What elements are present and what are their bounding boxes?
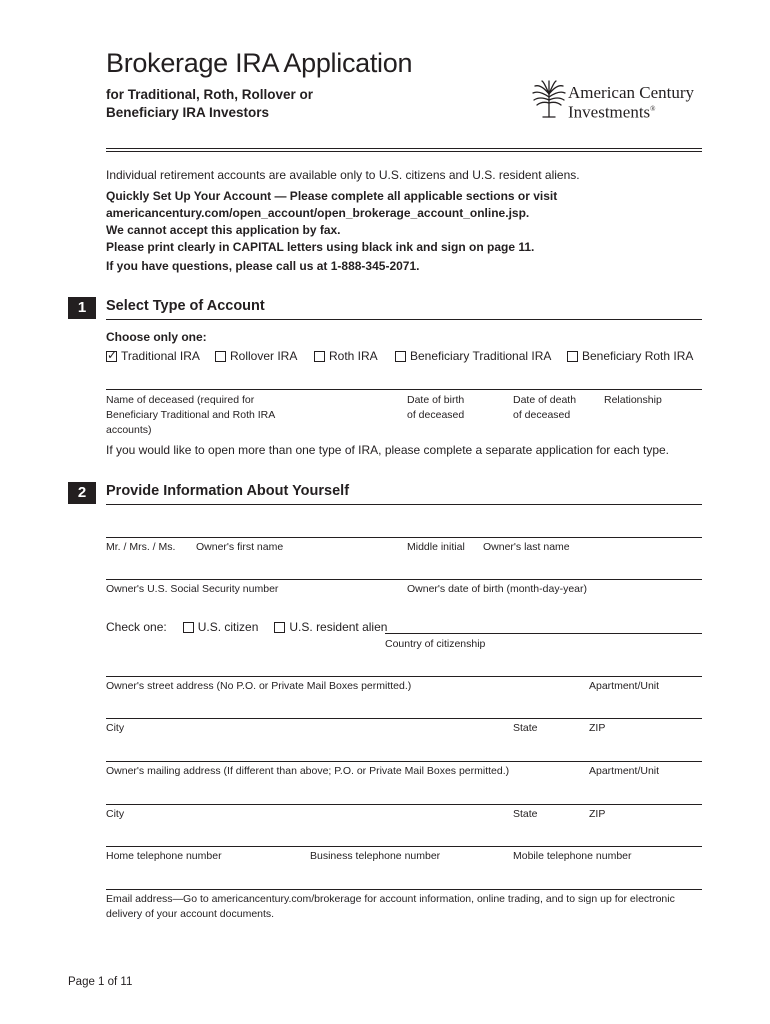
section-1-number: 1 (68, 297, 96, 319)
name-line[interactable] (106, 537, 702, 538)
email-label-l2: delivery of your account documents. (106, 908, 275, 920)
email-label (106, 892, 675, 922)
deceased-dob-label (407, 393, 464, 423)
section-1-title: Select Type of Account (106, 298, 265, 314)
beneficiary-roth-ira-label: Beneficiary Roth IRA (582, 349, 694, 363)
subtitle-line-1: for Traditional, Roth, Rollover or (106, 87, 314, 102)
header-divider (106, 148, 702, 152)
ssn-dob-line[interactable] (106, 579, 702, 580)
city-line-1[interactable] (106, 718, 702, 719)
beneficiary-traditional-ira-label: Beneficiary Traditional IRA (410, 349, 552, 363)
email-line[interactable] (106, 889, 702, 890)
deceased-info-line[interactable] (106, 389, 702, 390)
registered-mark: ® (650, 105, 656, 113)
option-beneficiary-traditional-ira[interactable] (395, 349, 551, 363)
company-logo (532, 80, 707, 120)
mailing-label: Owner's mailing address (If different than above; P.O. or Private Mail Boxes permitted.) (106, 765, 510, 777)
eligibility-text: Individual retirement accounts are available only to U.S. citizens and U.S. resident aliens. (106, 168, 580, 182)
apt-label-1: Apartment/Unit (589, 680, 660, 692)
check-one-label: Check one: (106, 620, 167, 634)
page-title: Brokerage IRA Application (106, 48, 413, 78)
deceased-dod-label-l2: of deceased (513, 409, 571, 421)
rollover-ira-checkbox[interactable] (215, 351, 226, 362)
phone-line[interactable] (106, 846, 702, 847)
salutation-label: Mr. / Mrs. / Ms. (106, 541, 176, 553)
resident-alien-label: U.S. resident alien (289, 620, 388, 634)
tree-logo-icon (532, 80, 566, 118)
country-line[interactable] (385, 633, 702, 634)
owner-dob-label: Owner's date of birth (month-day-year) (407, 583, 587, 595)
section-2-title: Provide Information About Yourself (106, 483, 350, 499)
business-phone-label: Business telephone number (310, 850, 441, 862)
deceased-name-label-l2: Beneficiary Traditional and Roth IRA (106, 409, 276, 421)
traditional-ira-label: Traditional IRA (121, 349, 200, 363)
roth-ira-label: Roth IRA (329, 349, 378, 363)
us-citizen-checkbox[interactable] (183, 622, 194, 633)
state-label-1: State (513, 722, 538, 734)
mobile-phone-label: Mobile telephone number (513, 850, 632, 862)
citizenship-row (106, 620, 387, 634)
city-label-1: City (106, 722, 125, 734)
mailing-line[interactable] (106, 761, 702, 762)
intro-line-3: We cannot accept this application by fax. (106, 223, 341, 237)
deceased-name-label (106, 393, 275, 438)
option-traditional-ira[interactable] (106, 349, 200, 363)
choose-one-label: Choose only one: (106, 330, 207, 344)
street-label: Owner's street address (No P.O. or Private Mail Boxes permitted.) (106, 680, 412, 692)
deceased-dob-label-l2: of deceased (407, 409, 465, 421)
deceased-name-label-l3: accounts) (106, 424, 152, 436)
country-label: Country of citizenship (385, 638, 486, 650)
last-name-label: Owner's last name (483, 541, 570, 553)
roth-ira-checkbox[interactable] (314, 351, 325, 362)
section-2-rule (106, 504, 702, 505)
relationship-label: Relationship (604, 394, 662, 406)
option-rollover-ira[interactable] (215, 349, 297, 363)
intro-line-2: americancentury.com/open_account/open_brokerage_account_online.jsp. (106, 206, 530, 220)
deceased-dob-label-l1: Date of birth (407, 394, 465, 406)
section-2-number: 2 (68, 482, 96, 504)
resident-alien-checkbox[interactable] (274, 622, 285, 633)
first-name-label: Owner's first name (196, 541, 284, 553)
intro-line-5: If you have questions, please call us at 1-888-345-2071. (106, 259, 420, 273)
state-label-2: State (513, 808, 538, 820)
us-citizen-label: U.S. citizen (197, 620, 259, 634)
deceased-dod-label (513, 393, 576, 423)
street-line[interactable] (106, 676, 702, 677)
logo-wordmark (568, 85, 694, 121)
city-line-2[interactable] (106, 804, 702, 805)
beneficiary-roth-ira-checkbox[interactable] (567, 351, 578, 362)
ssn-label: Owner's U.S. Social Security number (106, 583, 279, 595)
traditional-ira-checkbox[interactable] (106, 351, 117, 362)
home-phone-label: Home telephone number (106, 850, 222, 862)
intro-line-4: Please print clearly in CAPITAL letters using black ink and sign on page 11. (106, 240, 535, 254)
apt-label-2: Apartment/Unit (589, 765, 660, 777)
middle-initial-label: Middle initial (407, 541, 465, 553)
intro-line-1: Quickly Set Up Your Account — Please complete all applicable sections or visit (106, 189, 558, 203)
zip-label-2: ZIP (589, 808, 606, 820)
option-beneficiary-roth-ira[interactable] (567, 349, 693, 363)
page-subtitle (106, 86, 366, 122)
deceased-name-label-l1: Name of deceased (required for (106, 394, 255, 406)
page-number: Page 1 of 11 (68, 976, 133, 988)
logo-line-1: American Century (568, 83, 695, 102)
deceased-dod-label-l1: Date of death (513, 394, 577, 406)
logo-line-2: Investments (568, 102, 651, 122)
section-1-rule (106, 319, 702, 320)
option-roth-ira[interactable] (314, 349, 378, 363)
rollover-ira-label: Rollover IRA (230, 349, 298, 363)
zip-label-1: ZIP (589, 722, 606, 734)
subtitle-line-2: Beneficiary IRA Investors (106, 105, 270, 120)
multiple-ira-note: If you would like to open more than one type of IRA, please complete a separate application for each type. (106, 443, 670, 457)
city-label-2: City (106, 808, 125, 820)
beneficiary-traditional-ira-checkbox[interactable] (395, 351, 406, 362)
intro-instructions (106, 188, 706, 275)
email-label-l1: Email address—Go to americancentury.com/brokerage for account information, online trading, and to sign up for electronic (106, 893, 675, 905)
